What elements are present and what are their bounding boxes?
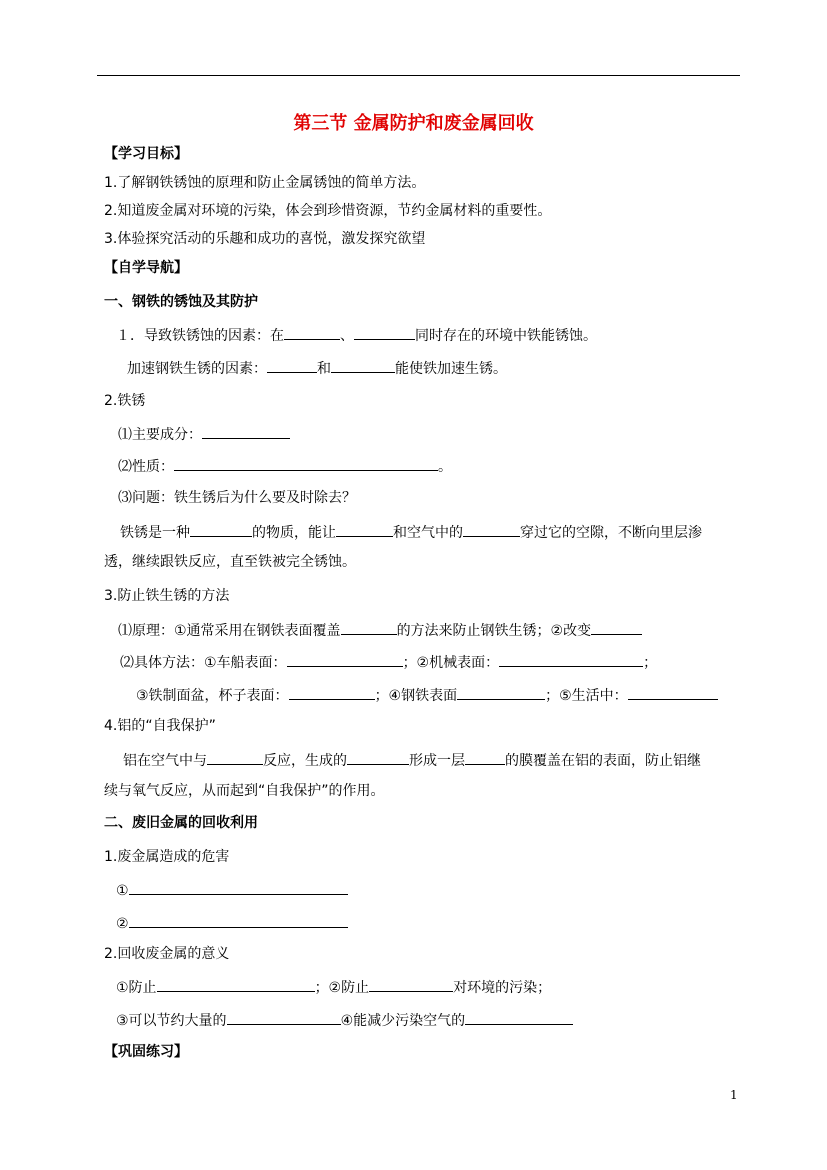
answer-blank[interactable] [347,750,409,765]
answer-blank[interactable] [591,620,642,635]
question-text: 反应，生成的 [263,753,347,769]
goal-item-3: 3.体验探究活动的乐趣和成功的喜悦，激发探究欲望 [104,231,426,247]
question-3-2 [120,652,657,672]
answer-blank[interactable] [284,325,340,340]
goal-item-2: 2.知道废金属对环境的污染，体会到珍惜资源，节约金属材料的重要性。 [104,203,552,219]
question-text: ③可以节约大量的 [116,1013,227,1029]
part2-question-2-1 [116,977,551,997]
question-text: 加速钢铁生锈的因素： [127,361,267,377]
question-text: 的方法来防止钢铁生锈；②改变 [396,623,592,639]
answer-blank[interactable] [129,913,348,928]
question-text: 和 [317,361,331,377]
question-3-3 [136,685,718,705]
question-text: ⑴主要成分： [118,427,202,443]
question-text: ；②防止 [314,980,370,996]
part1-heading: 一、钢铁的锈蚀及其防护 [104,294,258,310]
question-text: 。 [438,459,452,475]
practice-header: 【巩固练习】 [104,1044,188,1060]
answer-blank[interactable] [341,620,397,635]
question-4a [123,750,701,770]
question-text: 形成一层 [409,753,465,769]
goal-item-1: 1.了解钢铁锈蚀的原理和防止金属锈蚀的简单方法。 [104,175,426,191]
answer-blank[interactable] [628,685,718,700]
part2-question-2: 2.回收废金属的意义 [104,946,230,962]
part2-question-1-1 [116,880,348,900]
question-text: 、 [340,328,354,344]
question-text: 的物质，能让 [252,525,336,541]
question-2: 2.铁锈 [104,393,146,409]
question-2-2 [118,456,452,476]
answer-blank[interactable] [465,1010,573,1025]
part2-heading: 二、废旧金属的回收利用 [104,815,258,831]
question-text: ③铁制面盆，杯子表面： [136,688,289,704]
question-1 [116,325,597,345]
question-2-3b: 透，继续跟铁反应，直至铁被完全锈蚀。 [104,554,356,570]
question-text: ① [116,883,129,899]
answer-blank[interactable] [174,456,438,471]
question-text: ；②机械表面： [402,655,500,671]
answer-blank[interactable] [207,750,263,765]
answer-blank[interactable] [289,685,375,700]
question-text: 铝在空气中与 [123,753,207,769]
answer-blank[interactable] [227,1010,341,1025]
answer-blank[interactable] [157,977,315,992]
page-number: 1 [730,1088,738,1102]
question-4b: 续与氧气反应，从而起到“自我保护”的作用。 [104,783,385,799]
question-text: ④能减少污染空气的 [340,1013,466,1029]
guide-header: 【自学导航】 [104,260,188,276]
answer-blank[interactable] [465,750,505,765]
answer-blank[interactable] [287,652,403,667]
answer-blank[interactable] [202,424,290,439]
answer-blank[interactable] [457,685,545,700]
page-title: 第三节 金属防护和废金属回收 [293,113,534,134]
question-text: 和空气中的 [393,525,463,541]
question-4: 4.铝的“自我保护” [104,718,216,734]
answer-blank[interactable] [354,325,415,340]
question-text: 能使铁加速生锈。 [395,361,507,377]
question-text: ；④钢铁表面 [374,688,458,704]
question-1b [127,358,507,378]
answer-blank[interactable] [190,522,252,537]
question-text: 的膜覆盖在铝的表面，防止铝继 [505,753,701,769]
header-rule [97,75,740,76]
answer-blank[interactable] [267,358,317,373]
part2-question-2-2 [116,1010,573,1030]
question-text: ；⑤生活中： [545,688,628,704]
question-2-3a [120,522,702,542]
answer-blank[interactable] [463,522,520,537]
question-text: ⑵性质： [118,459,174,475]
question-3-1 [118,620,642,640]
part2-question-1: 1.废金属造成的危害 [104,849,230,865]
question-text: 对环境的污染； [453,980,552,996]
question-text: ； [643,655,658,671]
question-3: 3.防止铁生锈的方法 [104,588,230,604]
answer-blank[interactable] [129,880,348,895]
question-text: ② [116,916,129,932]
answer-blank[interactable] [336,522,393,537]
question-text: 铁锈是一种 [120,525,190,541]
question-text: ①防止 [116,980,157,996]
question-text: １．导致铁锈蚀的因素：在 [116,328,284,344]
question-text: 同时存在的环境中铁能锈蚀。 [415,328,597,344]
question-text: ⑴原理：①通常采用在钢铁表面覆盖 [118,623,341,639]
question-2-1 [118,424,290,444]
answer-blank[interactable] [499,652,643,667]
goals-header: 【学习目标】 [104,146,188,162]
question-text: 穿过它的空隙，不断向里层渗 [520,525,702,541]
answer-blank[interactable] [331,358,395,373]
question-2-3: ⑶问题：铁生锈后为什么要及时除去？ [118,490,356,506]
question-text: ⑵具体方法：①车船表面： [120,655,287,671]
answer-blank[interactable] [369,977,453,992]
part2-question-1-2 [116,913,348,933]
